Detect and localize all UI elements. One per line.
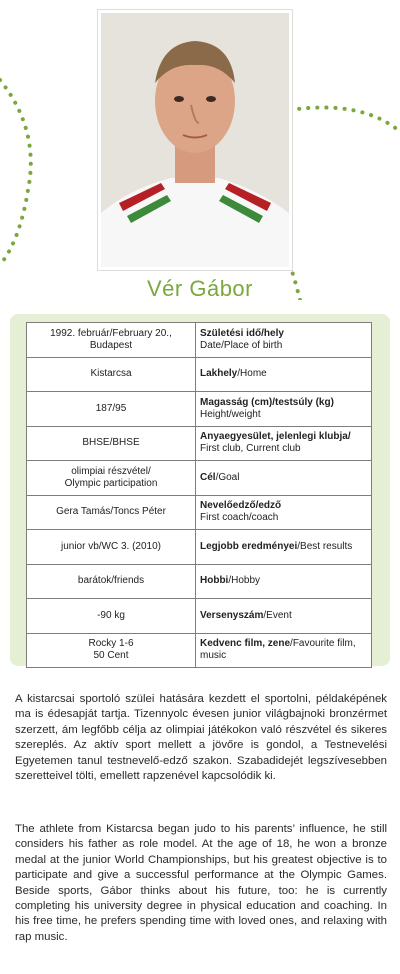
info-label	[196, 530, 372, 565]
info-value-line: 1992. február/February 20.,	[50, 327, 172, 339]
info-value-line: barátok/friends	[77, 575, 145, 587]
info-label-separator: /	[297, 540, 301, 552]
info-label-hungarian: Cél	[200, 471, 216, 483]
info-value-line: Kistarcsa	[90, 368, 132, 380]
info-label	[196, 461, 372, 496]
info-label-english: Date/Place of birth	[200, 339, 283, 351]
info-value-line: Budapest	[89, 339, 133, 351]
info-label-english: Height/weight	[200, 408, 261, 420]
info-label-hungarian: Versenyszám	[200, 609, 264, 621]
info-value	[27, 392, 196, 427]
info-row	[27, 530, 372, 565]
info-value	[27, 461, 196, 496]
info-label-hungarian: Kedvenc film, zene	[200, 638, 291, 650]
info-value-line: 50 Cent	[93, 650, 129, 662]
info-value-line: Gera Tamás/Toncs Péter	[56, 506, 166, 518]
decorative-dotted-curve-left	[0, 70, 40, 270]
info-label-hungarian: Magasság (cm)/testsúly (kg)	[200, 396, 334, 408]
info-row	[27, 633, 372, 668]
info-value-line: olimpiai részvétel/	[71, 465, 151, 477]
info-value-line: Olympic participation	[64, 477, 158, 489]
info-row	[27, 461, 372, 496]
info-label	[196, 392, 372, 427]
info-label-hungarian: Legjobb eredményei	[200, 540, 298, 552]
info-label-hungarian: Anyaegyesület, jelenlegi klubja/	[200, 431, 351, 443]
info-row	[27, 495, 372, 530]
info-value	[27, 323, 196, 358]
paragraph-english: The athlete from Kistarcsa began judo to his parents’ influence, he still considers his father as role model. At the age of 18, he won a bronze medal at the junior World Championships, but his greatest objective is to participate and give a successful performance at the Olympic Games. Beside sports, Gábor thinks about his future, too: he is currently completing his university degree in physical education and coaching. In his free time, he prefers spending time with loved ones, and relaxing with rap music.	[15, 823, 387, 943]
info-value	[27, 564, 196, 599]
info-row	[27, 357, 372, 392]
athlete-name: Vér Gábor	[147, 276, 253, 301]
info-value-line: Rocky 1-6	[88, 638, 134, 650]
info-row	[27, 564, 372, 599]
info-label-hungarian: Lakhely	[200, 368, 238, 380]
info-value	[27, 599, 196, 634]
info-label-separator: /	[237, 368, 241, 380]
info-label-english: First club, Current club	[200, 443, 301, 455]
info-label-hungarian: Születési idő/hely	[200, 327, 284, 339]
info-value	[27, 530, 196, 565]
athlete-info-table	[26, 322, 372, 668]
info-value-line: BHSE/BHSE	[82, 437, 140, 449]
info-row	[27, 392, 372, 427]
info-row	[27, 426, 372, 461]
info-label-separator: /	[228, 575, 232, 587]
info-label-hungarian: Hobbi	[200, 575, 229, 587]
info-value	[27, 495, 196, 530]
info-value	[27, 426, 196, 461]
info-label-english: Hobby	[231, 575, 261, 587]
info-label	[196, 357, 372, 392]
info-value-line: junior vb/WC 3. (2010)	[60, 540, 162, 552]
info-label	[196, 633, 372, 668]
decorative-dotted-curve-right	[290, 100, 400, 300]
info-value	[27, 633, 196, 668]
info-row	[27, 323, 372, 358]
info-label-english: First coach/coach	[200, 512, 279, 524]
info-value-line: 187/95	[95, 402, 127, 414]
info-label-english: Event	[266, 609, 292, 621]
info-label-english: Favourite film, music	[200, 638, 356, 662]
info-label-english: Best results	[300, 540, 353, 552]
info-label	[196, 323, 372, 358]
info-label	[196, 495, 372, 530]
info-label-separator: /	[215, 471, 219, 483]
info-label	[196, 426, 372, 461]
info-row	[27, 599, 372, 634]
info-label-hungarian: Nevelőedző/edző	[200, 500, 282, 512]
info-label-english: Goal	[218, 471, 240, 483]
info-value-line: -90 kg	[97, 609, 125, 621]
info-label-separator: /	[290, 638, 293, 650]
info-label	[196, 564, 372, 599]
paragraph-hungarian: A kistarcsai sportoló szülei hatására kezdett el sportolni, példaképének ma is édesapját tartja. Tizennyolc évesen junior világbajnoki bronzérmet szerzett, ám legfőbb célja az olimpiai játékokon való részvétel és sikeres szereplés. Az aktív sport mellett a jövőre is gondol, a Testnevelési Egyetemen tanul testnevelő-edző szakon. Szabadidejét legszívesebben szeretteivel tölti, emellett rapzenével kapcsolódik ki.	[15, 693, 387, 783]
athlete-photo	[98, 10, 292, 270]
info-value	[27, 357, 196, 392]
info-label-english: Home	[240, 368, 267, 380]
info-label-separator: /	[263, 609, 267, 621]
info-label	[196, 599, 372, 634]
